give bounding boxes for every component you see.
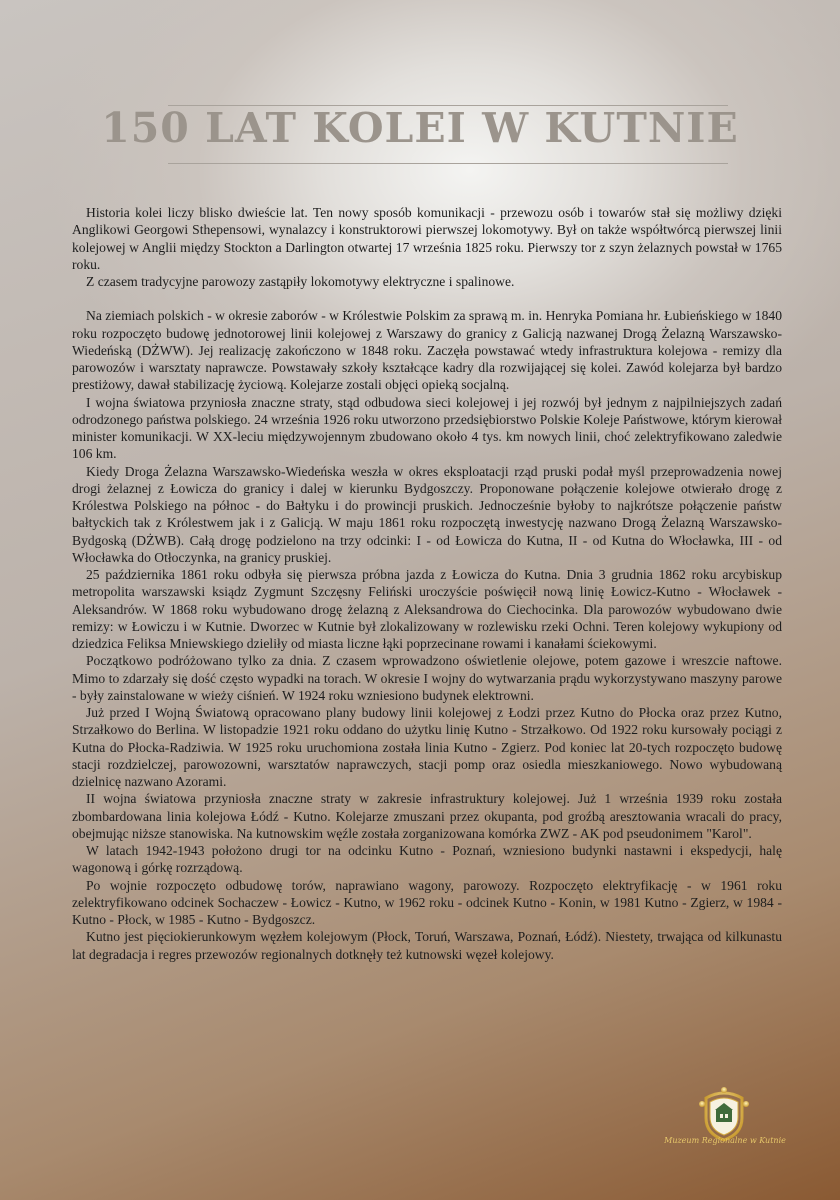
paragraph-8: Już przed I Wojną Światową opracowano plany budowy linii kolejowej z Łodzi przez Kutno do Płocka oraz przez Kutno, Strzałkowo do Berlina. W listopadzie 1921 roku oddano do użytku linię Kutno - Strzałkowo. Od 1922 roku kursowały pociągi z Kutna do Płocka-Radziwia. W 1925 roku uruchomiona została linia Kutno - Zgierz. Pod koniec lat 20-tych rozpoczęto budowę stacji rozdzielczej, parowozowni, warsztatów naprawczych, stacji pomp oraz osiedla mieszkaniowego. Nowo wybudowaną dzielnicę nazwano Azorami. — [72, 705, 782, 789]
paragraph-12: Kutno jest pięciokierunkowym węzłem kolejowym (Płock, Toruń, Warszawa, Poznań, Łódź). Niestety, trwająca od kilkunastu lat degradacja i regres przewozów regionalnych dotknęły też kutnowski węzeł kolejowy. — [72, 929, 782, 962]
paragraph-1: Historia kolei liczy blisko dwieście lat. Ten nowy sposób komunikacji - przewozu osób i towarów stał się możliwy dzięki Anglikowi Georgowi Sthepensowi, wynalazcy i konstruktorowi pierwszej lokomotywy. Był on także współtwórcą pierwszej linii kolejowej w Anglii między Stockton a Darlington otwartej 17 września 1825 roku. Pierwszy tor z szyn żelaznych powstał w 1765 roku. — [72, 205, 782, 272]
paragraph-6: 25 października 1861 roku odbyła się pierwsza próbna jazda z Łowicza do Kutna. Dnia 3 grudnia 1862 roku arcybiskup metropolita warszawski ksiądz Zygmunt Szczęsny Feliński uroczyście poświęcił nową linię Łowicz-Kutno - Włocławek - Aleksandrów. W 1868 roku wybudowano drogę żelazną z Aleksandrowa do Ciechocinka. Dla parowozów wybudowano dwie remizy: w Łowiczu i w Kutnie. Dworzec w Kutnie był zlokalizowany w rozlewisku rzeki Ochni. Teren kolejowy wykupiony od dziedzica Feliksa Mniewskiego dzieliły od miasta liczne łąki poprzecinane rowami i kanałami ściekowymi. — [72, 567, 782, 651]
paragraph-9: II wojna światowa przyniosła znaczne straty w zakresie infrastruktury kolejowej. Już 1 września 1939 roku została zbombardowana linia kolejowa Łódź - Kutno. Kolejarze zmuszani przez okupanta, pod groźbą aresztowania wracali do pracy, obejmując niższe stanowiska. Na kutnowskim węźle została zorganizowana komórka ZWZ - AK pod pseudonimem "Karol". — [72, 791, 782, 841]
paragraph-2: Z czasem tradycyjne parowozy zastąpiły lokomotywy elektryczne i spalinowe. — [86, 274, 515, 289]
paragraph-10: W latach 1942-1943 położono drugi tor na odcinku Kutno - Poznań, wzniesiono budynki nastawni i ekspedycji, halę wagonową i górkę rozrządową. — [72, 843, 782, 876]
page-title: 150 LAT KOLEI W KUTNIE — [101, 104, 739, 152]
paragraph-4: I wojna światowa przyniosła znaczne straty, stąd odbudowa sieci kolejowej i jej rozwój był jednym z najpilniejszych zadań odrodzonego państwa polskiego. 24 września 1926 roku utworzono przedsiębiorstwo Polskie Koleje Państwowe, którym kierował minister komunikacji. W XX-leciu międzywojennym zbudowano około 4 tys. km nowych linii, choć zelektryfikowano zaledwie 106 km. — [72, 394, 782, 462]
paragraph-3: Na ziemiach polskich - w okresie zaborów - w Królestwie Polskim za sprawą m. in. Henryka Pomiana hr. Łubieńskiego w 1840 roku rozpoczęto budowę jednotorowej linii kolejowej z Warszawy do granicy z Galicją nazwanej Drogą Żelazną Warszawsko-Wiedeńską (DŻWW). Jej realizację zakończono w 1848 roku. Zaczęła powstawać wtedy infrastruktura kolejowa - remizy dla parowozów i warsztaty naprawcze. Powstawały szkoły kształcące kadry dla rozwijającej się kolei. Zawód kolejarza był bardzo prestiżowy, dawał stabilizację życiową. Kolejarze zostali objęci opieką socjalną. — [72, 308, 782, 393]
museum-signature: Muzeum Regionalne w Kutnie — [664, 1136, 786, 1145]
title-rule-bottom — [168, 163, 728, 164]
paragraph-11: Po wojnie rozpoczęto odbudowę torów, naprawiano wagony, parowozy. Rozpoczęto elektryfikację - w 1961 roku zelektryfikowano odcinek Sochaczew - Łowicz - Kutno, w 1962 roku - odcinek Kutno - Konin, w 1981 Kutno - Zgierz, w 1984 - Kutno - Płock, w 1985 - Kutno - Bydgoszcz. — [72, 877, 782, 927]
article-body — [72, 204, 782, 963]
paragraph-5: Kiedy Droga Żelazna Warszawsko-Wiedeńska weszła w okres eksploatacji rząd pruski podał myśl przeprowadzenia nowej drogi żelaznej z Łowicza do granicy i dalej w kierunku Bydgoszczy. Proponowane połączenie kolejowe otwierało drogę z Królestwa Polskiego na północ - do Bałtyku i do prowincji pruskich. Jednocześnie byłoby to najkrótsze połączenie państw bałtyckich tak z Królestwem jak i z Galicją. W maju 1861 roku rozpoczętą inwestycję nazwano Drogą Żelazną Warszawsko-Bydgoską (DŻWB). Całą drogę podzielono na trzy odcinki: I - od Łowicza do Kutna, II - od Kutna do Włocławka, III - od Włocławka do Otłoczynka, na granicy pruskiej. — [72, 463, 782, 565]
paragraph-7: Początkowo podróżowano tylko za dnia. Z czasem wprowadzono oświetlenie olejowe, potem gazowe i wreszcie naftowe. Mimo to zdarzały się dość często wypadki na torach. W okresie I wojny do wytwarzania prądu wykorzystywano maszyny parowe - były zainstalowane w wieży ciśnień. W 1924 roku wzniesiono budynek elektrowni. — [72, 653, 782, 703]
museum-crest-icon — [694, 1084, 754, 1144]
